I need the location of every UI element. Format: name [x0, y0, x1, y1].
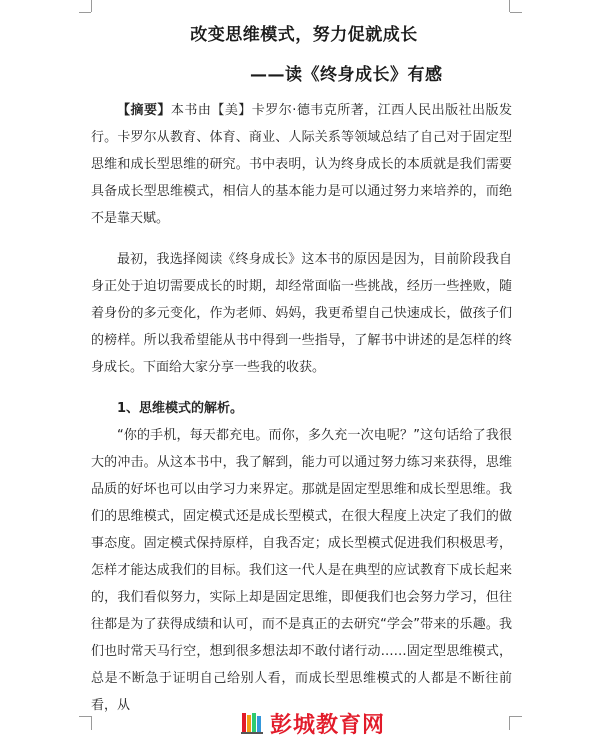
document-body — [91, 97, 512, 719]
section-heading: 1、思维模式的解析。 — [117, 401, 244, 416]
crop-mark-top-right-v — [509, 0, 510, 12]
crop-mark-top-left-v — [91, 0, 92, 12]
book-logo-icon — [240, 710, 266, 736]
abstract-text: 本书由【美】卡罗尔·德韦克所著，江西人民出版社出版发行。卡罗尔从教育、体育、商业、人际关系等领域总结了自己对于固定型思维和成长型思维的研究。书中表明，认为终身成长的本质就是我们需要具备成长型思维模式，相信人的基本能力是可以通过努力来培养的，而绝不是靠天赋。 — [91, 103, 512, 226]
abstract-paragraph — [91, 97, 512, 232]
crop-mark-top-left-h — [79, 12, 91, 13]
watermark-text: 彭城教育网 — [270, 712, 386, 738]
watermark-logo — [240, 708, 385, 738]
crop-mark-top-right-h — [510, 12, 522, 13]
abstract-label: 【摘要】 — [117, 103, 171, 118]
section-paragraph: “你的手机，每天都充电。而你，多久充一次电呢？”这句话给了我很大的冲击。从这本书中，我了解到，能力可以通过努力练习来获得，思维品质的好坏也可以由学习力来界定。那就是固定型思维和成长型思维。我们的思维模式，固定模式还是成长型模式，在很大程度上决定了我们的做事态度。固定模式保持原样，自我否定；成长型模式促进我们积极思考，怎样才能达成我们的目标。我们这一代人是在典型的应试教育下成长起来的，我们看似努力，实际上却是固定思维，即便我们也会努力学习，但往往都是为了获得成绩和认可，而不是真正的去研究“学会”带来的乐趣。我们也时常天马行空，想到很多想法却不敢付诸行动……固定型思维模式，总是不断急于证明自己给别人看，而成长型思维模式的人都是不断往前看，从 — [91, 428, 512, 713]
intro-paragraph: 最初，我选择阅读《终身成长》这本书的原因是因为，目前阶段我自身正处于迫切需要成长的时期，却经常面临一些挑战，经历一些挫败，随着身份的多元变化，作为老师、妈妈，我更希望自己快速成长，做孩子们的榜样。所以我希望能从书中得到一些指导，了解书中讲述的是怎样的终身成长。下面给大家分享一些我的收获。 — [91, 252, 512, 375]
crop-mark-bottom-left-h — [79, 716, 91, 717]
document-subtitle: ——读《终身成长》有感 — [250, 65, 443, 85]
document-title: 改变思维模式，努力促就成长 — [190, 25, 418, 45]
